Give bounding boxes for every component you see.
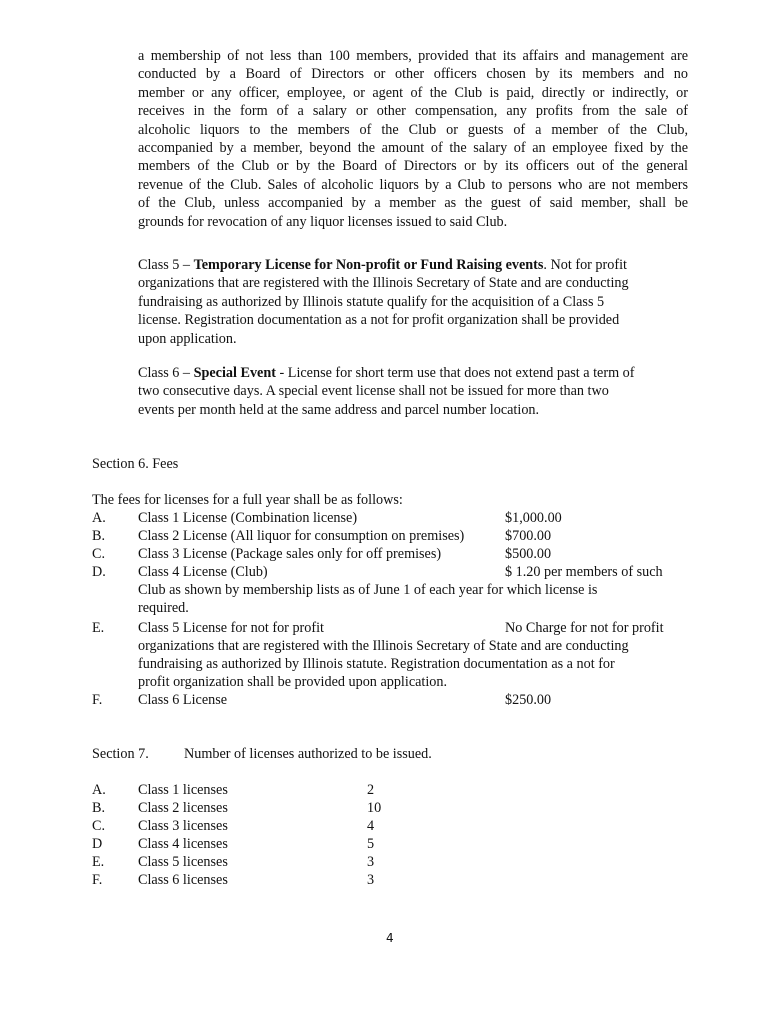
fee-row-desc: Class 3 License (Package sales only for off premises) (138, 546, 442, 562)
count-row-letter: F. (92, 872, 103, 888)
fee-row-amount: $500.00 (505, 546, 552, 562)
paragraph-line: a membership of not less than 100 members, provided that its affairs and management are (138, 48, 688, 64)
count-row-name: Class 2 licenses (138, 800, 228, 816)
paragraph-line: members of the Club or by the Board of Directors or by its officers out of the general (138, 158, 688, 175)
section7-heading-label: Section 7. (92, 746, 149, 762)
fee-row-continuation: Club as shown by membership lists as of June 1 of each year for which license is (138, 582, 598, 598)
fee-row-letter: C. (92, 546, 106, 562)
paragraph-line: fundraising as authorized by Illinois statute qualify for the acquisition of a Class 5 (138, 293, 605, 310)
fee-row-continuation: profit organization shall be provided upon application. (138, 674, 448, 690)
class5-line1-rest: . Not for profit (543, 257, 627, 273)
paragraph-line: member or any officer, employee, or agent of the Club is paid, directly or indirectly, or (138, 84, 688, 101)
class6-line1-rest: - License for short term use that does not extend past a term of (275, 365, 635, 381)
paragraph-line: organizations that are registered with the Illinois Secretary of State and are conducting (138, 275, 629, 292)
count-row-value: 4 (367, 818, 375, 834)
fee-row-continuation: fundraising as authorized by Illinois statute. Registration documentation as a not for (138, 656, 615, 672)
count-row-letter: E. (92, 854, 105, 870)
count-row-value: 10 (367, 800, 382, 816)
fee-row-letter: E. (92, 620, 105, 636)
fee-row-amount: No Charge for not for profit (505, 620, 664, 636)
fee-row-amount: $1,000.00 (505, 510, 562, 526)
count-row-value: 3 (367, 854, 375, 870)
class5-prefix: Class 5 – (138, 257, 194, 273)
fee-row-desc: Class 2 License (All liquor for consumption on premises) (138, 528, 465, 544)
class6-paragraph (138, 364, 688, 419)
count-row-letter: D (92, 836, 103, 852)
fee-row-desc: Class 4 License (Club) (138, 564, 268, 580)
fee-row-letter: D. (92, 564, 106, 580)
fee-row-desc: Class 6 License (138, 692, 228, 708)
count-row-value: 3 (367, 872, 375, 888)
paragraph-line: accompanied by a member, beyond the amount of the salary of an employee fixed by the (138, 140, 688, 157)
fee-row-amount: $250.00 (505, 692, 552, 708)
section6-intro: The fees for licenses for a full year shall be as follows: (92, 492, 403, 508)
count-row-letter: C. (92, 818, 106, 834)
count-row-name: Class 5 licenses (138, 854, 228, 870)
fee-row-letter: B. (92, 528, 106, 544)
count-row-value: 5 (367, 836, 375, 852)
class5-paragraph (138, 256, 688, 348)
paragraph-line: of the Club, unless accompanied by a member as the guest of said member, shall be (138, 195, 688, 212)
fee-row-amount: $700.00 (505, 528, 552, 544)
class5-title: Temporary License for Non-profit or Fund Raising events (193, 257, 544, 273)
count-row-letter: B. (92, 800, 106, 816)
fee-row-amount: $ 1.20 per members of such (505, 564, 663, 580)
section7-heading-text: Number of licenses authorized to be issued. (184, 746, 432, 762)
paragraph-line: events per month held at the same address and parcel number location. (138, 401, 540, 418)
club-definition-paragraph (138, 47, 688, 231)
class6-title: Special Event (193, 365, 276, 381)
paragraph-line: two consecutive days. A special event license shall not be issued for more than two (138, 383, 609, 400)
fee-row-desc: Class 5 License for not for profit (138, 620, 324, 636)
count-row-name: Class 4 licenses (138, 836, 228, 852)
fee-row-continuation: organizations that are registered with the Illinois Secretary of State and are conducting (138, 638, 629, 654)
section6-heading: Section 6. Fees (92, 456, 179, 472)
page-number: 4 (386, 931, 394, 945)
count-row-letter: A. (92, 782, 106, 798)
paragraph-line: receives in the form of a salary or other compensation, any profits from the sale of (138, 103, 688, 120)
fee-row-desc: Class 1 License (Combination license) (138, 510, 358, 526)
paragraph-line: grounds for revocation of any liquor licenses issued to said Club. (138, 213, 508, 230)
paragraph-line: revenue of the Club. Sales of alcoholic liquors by a Club to persons who are not members (138, 176, 688, 193)
paragraph-line: upon application. (138, 330, 237, 347)
fee-row-letter: F. (92, 692, 103, 708)
count-row-name: Class 3 licenses (138, 818, 228, 834)
count-row-name: Class 6 licenses (138, 872, 228, 888)
paragraph-line: license. Registration documentation as a not for profit organization shall be provided (138, 312, 620, 329)
fee-row-letter: A. (92, 510, 106, 526)
count-row-name: Class 1 licenses (138, 782, 228, 798)
fee-row-continuation: required. (138, 600, 189, 616)
paragraph-line: conducted by a Board of Directors or other officers chosen by its members and no (138, 66, 688, 83)
count-row-value: 2 (367, 782, 375, 798)
class6-prefix: Class 6 – (138, 365, 194, 381)
paragraph-line: alcoholic liquors to the members of the Club or guests of a member of the Club, (138, 121, 688, 138)
